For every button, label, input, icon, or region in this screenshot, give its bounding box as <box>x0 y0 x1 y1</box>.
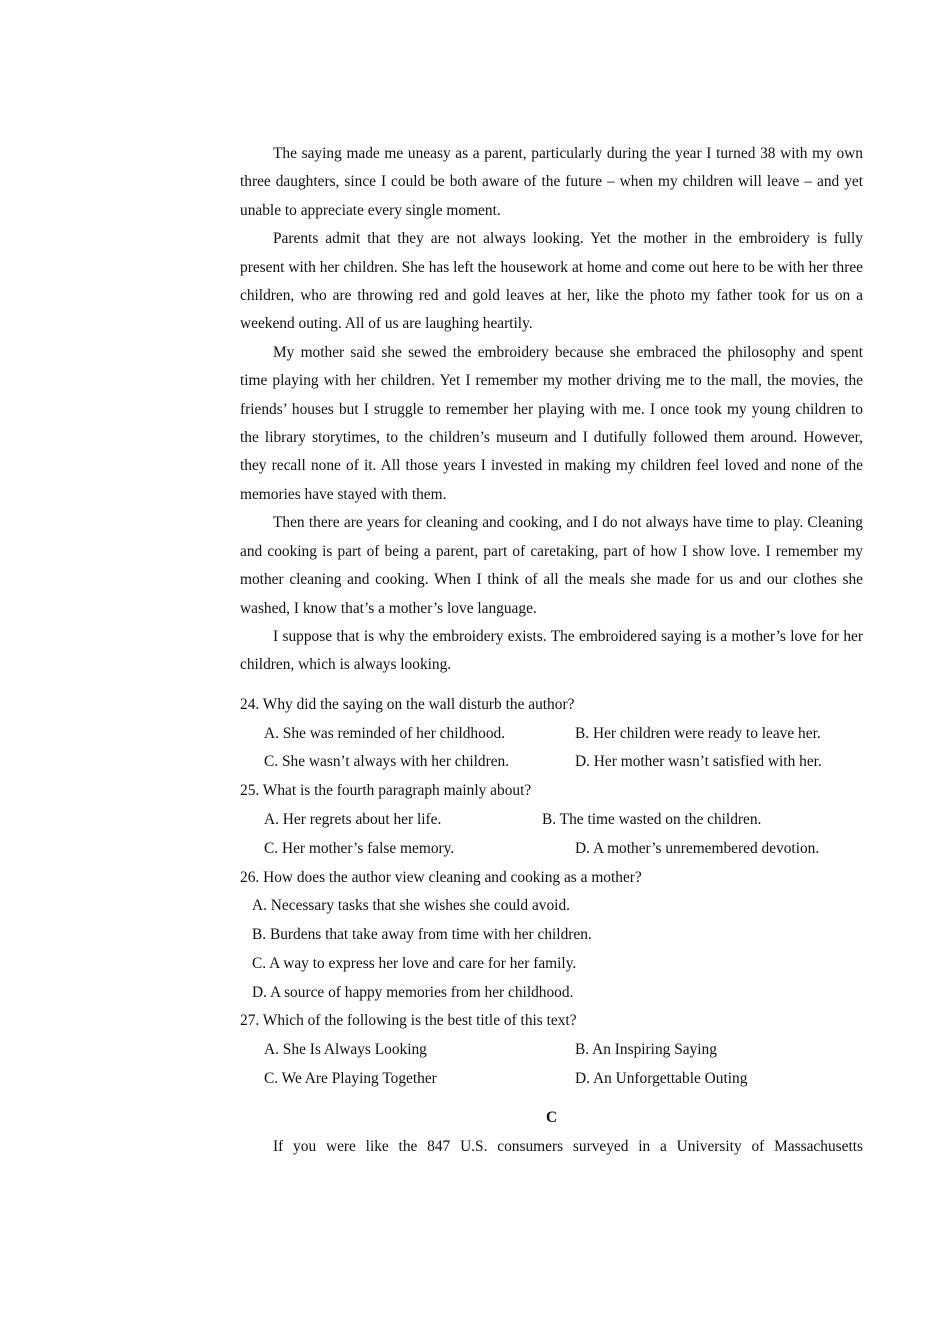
page-content <box>240 140 863 1161</box>
question-25 <box>240 777 863 863</box>
option-row <box>240 835 863 864</box>
option-row <box>240 979 863 1008</box>
section-heading: C <box>545 1108 558 1126</box>
option-row <box>240 1065 863 1094</box>
question-24 <box>240 691 863 777</box>
option-a[interactable]: A. Necessary tasks that she wishes she could avoid. <box>252 897 571 915</box>
question-stem <box>240 777 863 806</box>
option-row <box>240 921 863 950</box>
option-row <box>240 892 863 921</box>
paragraph: My mother said she sewed the embroidery because she embraced the philosophy and spent time playing with her children. Yet I remember my mother driving me to the mall, the movies, the friends’ houses but I struggle to remember her playing with me. I once took my young children to the library storytimes, to the children’s museum and I dutifully followed them around. However, they recall none of it. All those years I invested in making my children feel loved and none of the memories have stayed with them. <box>240 343 863 503</box>
paragraph: If you were like the 847 U.S. consumers surveyed in a University of Massachusetts <box>273 1137 863 1155</box>
option-a[interactable]: A. She was reminded of her childhood. <box>264 724 506 742</box>
option-c[interactable]: C. A way to express her love and care for her family. <box>252 954 577 972</box>
option-b[interactable]: B. An Inspiring Saying <box>575 1041 717 1059</box>
option-a[interactable]: A. She Is Always Looking <box>264 1041 427 1059</box>
question-26 <box>240 864 863 1008</box>
option-d[interactable]: D. A source of happy memories from her childhood. <box>252 983 574 1001</box>
spacer <box>240 680 863 691</box>
option-b[interactable]: B. The time wasted on the children. <box>542 810 762 828</box>
option-b[interactable]: B. Burdens that take away from time with her children. <box>252 926 592 944</box>
question-27 <box>240 1007 863 1093</box>
option-d[interactable]: D. An Unforgettable Outing <box>575 1070 748 1088</box>
question-stem <box>240 1007 863 1036</box>
question-stem-text: 26. How does the author view cleaning and cooking as a mother? <box>240 868 642 886</box>
question-stem-text: 24. Why did the saying on the wall disturb the author? <box>240 695 575 713</box>
option-c[interactable]: C. She wasn’t always with her children. <box>264 753 510 771</box>
option-d[interactable]: D. Her mother wasn’t satisfied with her. <box>575 753 822 771</box>
question-stem <box>240 691 863 720</box>
question-stem <box>240 864 863 893</box>
option-a[interactable]: A. Her regrets about her life. <box>264 810 442 828</box>
option-c[interactable]: C. Her mother’s false memory. <box>264 839 455 857</box>
option-row <box>240 950 863 979</box>
option-b[interactable]: B. Her children were ready to leave her. <box>575 724 821 742</box>
option-row <box>240 1036 863 1065</box>
paragraph: Parents admit that they are not always looking. Yet the mother in the embroidery is fully present with her children. She has left the housework at home and come out here to be with her three children, who are throwing red and gold leaves at her, like the photo my father took for us on a weekend outing. All of us are laughing heartily. <box>240 230 863 333</box>
paragraph: Then there are years for cleaning and cooking, and I do not always have time to play. Cleaning and cooking is part of being a parent, part of caretaking, part of how I show love. I remember my mother cleaning and cooking. When I think of all the meals she made for us and our clothes she washed, I know that’s a mother’s love language. <box>240 514 863 617</box>
option-row <box>240 720 863 749</box>
option-d[interactable]: D. A mother’s unremembered devotion. <box>575 839 820 857</box>
paragraph: The saying made me uneasy as a parent, particularly during the year I turned 38 with my own three daughters, since I could be both aware of the future – when my children will leave – and yet unable to appreciate every single moment. <box>240 145 863 219</box>
paragraph: I suppose that is why the embroidery exists. The embroidered saying is a mother’s love for her children, which is always looking. <box>240 627 863 674</box>
option-row <box>240 806 863 835</box>
question-stem-text: 25. What is the fourth paragraph mainly about? <box>240 782 532 800</box>
question-stem-text: 27. Which of the following is the best title of this text? <box>240 1012 577 1030</box>
passage <box>240 140 863 680</box>
option-c[interactable]: C. We Are Playing Together <box>264 1070 437 1088</box>
option-row <box>240 748 863 777</box>
